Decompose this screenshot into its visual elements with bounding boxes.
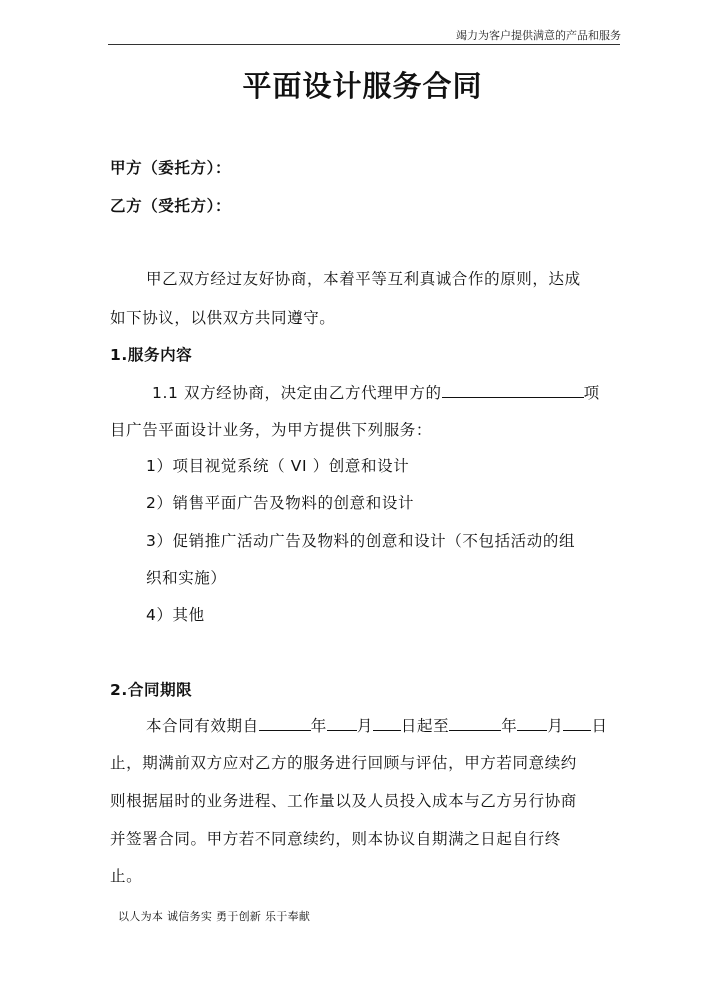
page-title: 平面设计服务合同 <box>242 69 483 103</box>
start-month-blank <box>327 715 357 731</box>
clause-1-1-line-2: 目广告平面设计业务，为甲方提供下列服务： <box>110 421 433 439</box>
header-slogan: 竭力为客户提供满意的产品和服务 <box>456 29 621 42</box>
header-divider <box>108 44 620 45</box>
term-text-7: 日 <box>591 717 608 735</box>
party-a-label: 甲方（委托方）： <box>110 159 232 177</box>
service-item-4: 4）其他 <box>146 606 205 624</box>
term-text-4: 日起至 <box>400 717 450 735</box>
clause-1-1-text: 1.1 双方经协商，决定由乙方代理甲方的 <box>152 384 442 402</box>
project-name-blank <box>442 382 584 398</box>
intro-line-2: 如下协议，以供双方共同遵守。 <box>110 309 336 327</box>
service-item-3-continued: 织和实施） <box>146 569 227 587</box>
section-1-heading: 1.服务内容 <box>110 346 193 364</box>
end-day-blank <box>563 715 591 731</box>
start-day-blank <box>373 715 401 731</box>
service-item-3: 3）促销推广活动广告及物料的创意和设计（不包括活动的组 <box>146 532 576 550</box>
party-b-label: 乙方（受托方）： <box>110 197 232 215</box>
service-item-2: 2）销售平面广告及物料的创意和设计 <box>146 494 415 512</box>
section-2-heading: 2.合同期限 <box>110 681 193 699</box>
intro-line-1: 甲乙双方经过友好协商，本着平等互利真诚合作的原则，达成 <box>146 270 581 288</box>
end-month-blank <box>517 715 547 731</box>
term-text-5: 年 <box>501 717 518 735</box>
term-text-6: 月 <box>547 717 564 735</box>
clause-1-1 <box>152 382 600 403</box>
term-dates-line <box>146 715 608 736</box>
service-item-1: 1）项目视觉系统（ VI ）创意和设计 <box>146 457 410 475</box>
term-line-4: 并签署合同。甲方若不同意续约，则本协议自期满之日起自行终 <box>110 830 561 848</box>
term-line-2: 止，期满前双方应对乙方的服务进行回顾与评估，甲方若同意续约 <box>110 754 577 772</box>
term-text-2: 年 <box>310 717 327 735</box>
term-line-5: 止。 <box>110 867 143 885</box>
clause-1-1-suffix: 项 <box>583 384 600 402</box>
term-text-1: 本合同有效期自 <box>146 717 259 735</box>
footer-motto: 以人为本 诚信务实 勇于创新 乐于奉献 <box>118 910 311 923</box>
term-line-3: 则根据届时的业务进程、工作量以及人员投入成本与乙方另行协商 <box>110 792 577 810</box>
term-text-3: 月 <box>356 717 373 735</box>
start-year-blank <box>259 715 311 731</box>
end-year-blank <box>449 715 501 731</box>
